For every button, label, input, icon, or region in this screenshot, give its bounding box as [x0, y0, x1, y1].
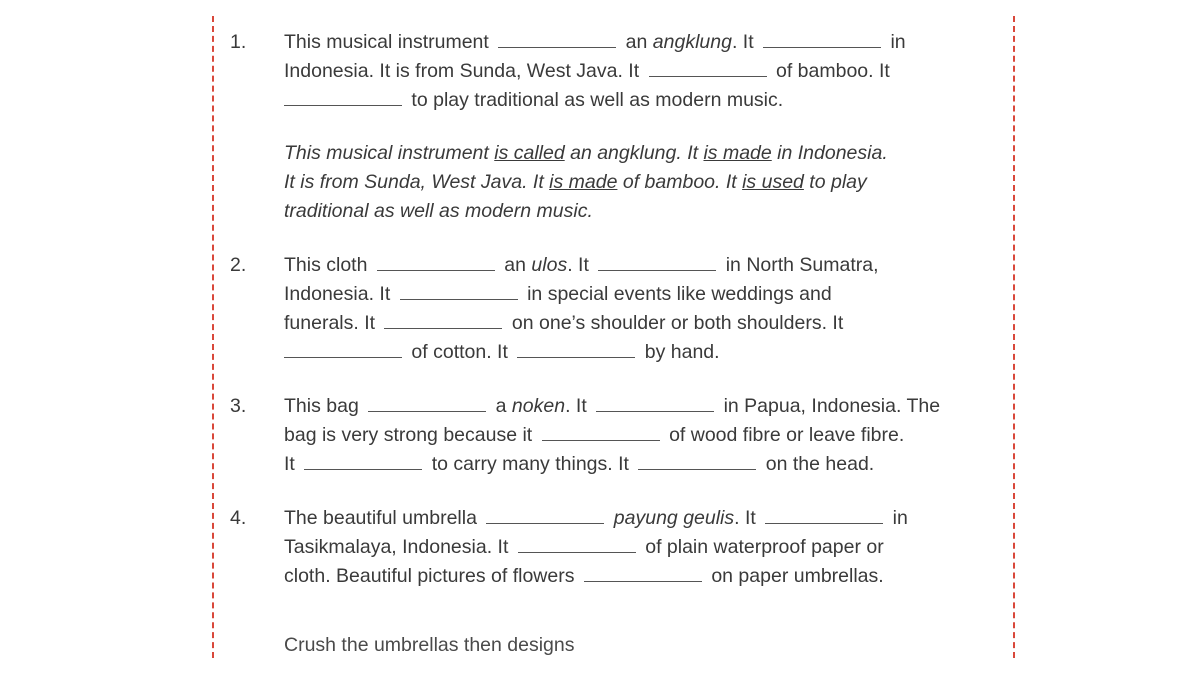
text-span: an — [504, 254, 526, 276]
blank-field[interactable] — [377, 269, 495, 271]
text-span: . It — [567, 254, 589, 276]
text-line — [284, 251, 984, 280]
text-line — [284, 338, 984, 367]
blank-field[interactable] — [284, 104, 402, 106]
answer-line — [284, 168, 1000, 197]
blank-field[interactable] — [486, 522, 604, 524]
text-line — [284, 562, 984, 591]
blank-field[interactable] — [400, 298, 518, 300]
text-span: on the head. — [765, 453, 875, 475]
blank-field[interactable] — [596, 410, 714, 412]
item-number: 3. — [230, 395, 247, 417]
text-span: The beautiful umbrella — [284, 507, 477, 529]
item-text — [284, 28, 984, 115]
text-span: of bamboo. It — [776, 60, 890, 82]
text-line — [284, 86, 984, 115]
text-span: in North Sumatra, — [725, 254, 879, 276]
blank-field[interactable] — [284, 356, 402, 358]
text-line — [284, 28, 984, 57]
item-number: 1. — [230, 31, 247, 53]
blank-field[interactable] — [518, 551, 636, 553]
example-answer — [284, 139, 1000, 226]
text-span: This musical instrument — [284, 142, 495, 164]
text-span: cloth. Beautiful pictures of flowers — [284, 565, 575, 587]
text-span: on one’s shoulder or both shoulders. It — [511, 312, 844, 334]
item-text — [284, 504, 984, 591]
exercise-item-2 — [230, 251, 1000, 367]
text-span: funerals. It — [284, 312, 376, 334]
text-span: This cloth — [284, 254, 368, 276]
text-line — [284, 533, 984, 562]
text-span: in — [892, 507, 908, 529]
text-span: an angklung. It — [564, 142, 704, 164]
blank-field[interactable] — [584, 580, 702, 582]
exercise-item-4 — [230, 504, 1000, 591]
italic-term: payung geulis — [613, 507, 735, 529]
text-span: traditional as well as modern music. — [284, 200, 593, 222]
item-number: 4. — [230, 507, 247, 529]
text-span: It — [284, 453, 295, 475]
text-span: . It — [565, 395, 587, 417]
italic-term: ulos — [531, 254, 568, 276]
text-line — [284, 504, 984, 533]
text-span: Indonesia. It is from Sunda, West Java. It — [284, 60, 640, 82]
text-span: . It — [734, 507, 756, 529]
text-span: of wood fibre or leave fibre. — [669, 424, 905, 446]
blank-field[interactable] — [765, 522, 883, 524]
text-line — [284, 309, 984, 338]
text-span: This musical instrument — [284, 31, 489, 53]
text-span: in Indonesia. — [771, 142, 888, 164]
blank-field[interactable] — [638, 468, 756, 470]
text-span: of plain waterproof paper or — [645, 536, 884, 558]
blank-field[interactable] — [498, 46, 616, 48]
text-line — [284, 392, 984, 421]
text-line — [284, 280, 984, 309]
underlined-answer: is made — [703, 142, 772, 164]
exercise-item-3 — [230, 392, 1000, 479]
blank-field[interactable] — [368, 410, 486, 412]
text-line — [284, 421, 984, 450]
underlined-answer: is called — [494, 142, 565, 164]
text-span: of bamboo. It — [617, 171, 743, 193]
text-span: . It — [731, 31, 754, 53]
text-span: in special events like weddings and — [527, 283, 832, 305]
item-number: 2. — [230, 254, 247, 276]
text-span: bag is very strong because it — [284, 424, 533, 446]
cut-off-text-line — [284, 634, 614, 660]
blank-field[interactable] — [304, 468, 422, 470]
left-dashed-border — [212, 16, 214, 658]
text-span: It is from Sunda, West Java. It — [284, 171, 550, 193]
text-span: to play — [803, 171, 867, 193]
text-span: Tasikmalaya, Indonesia. It — [284, 536, 509, 558]
text-span: on paper umbrellas. — [711, 565, 884, 587]
item-text — [284, 251, 984, 367]
right-dashed-border — [1013, 16, 1015, 658]
blank-field[interactable] — [517, 356, 635, 358]
text-span: of cotton. It — [411, 341, 508, 363]
underlined-answer: is used — [742, 171, 804, 193]
answer-line — [284, 197, 1000, 226]
text-span: to play traditional as well as modern music. — [411, 89, 784, 111]
italic-term: noken — [511, 395, 566, 417]
italic-term: angklung — [652, 31, 732, 53]
blank-field[interactable] — [542, 439, 660, 441]
worksheet — [230, 28, 1000, 591]
text-span: Indonesia. It — [284, 283, 391, 305]
text-span: an — [625, 31, 648, 53]
item-text — [284, 392, 984, 479]
blank-field[interactable] — [384, 327, 502, 329]
text-line — [284, 57, 984, 86]
blank-field[interactable] — [763, 46, 881, 48]
cut-off-text: Crush the umbrellas then designs — [284, 634, 575, 656]
text-span: to carry many things. It — [431, 453, 629, 475]
blank-field[interactable] — [598, 269, 716, 271]
answer-line — [284, 139, 1000, 168]
text-span: This bag — [284, 395, 359, 417]
underlined-answer: is made — [549, 171, 618, 193]
blank-field[interactable] — [649, 75, 767, 77]
text-span: by hand. — [644, 341, 720, 363]
text-span: in Papua, Indonesia. The — [723, 395, 941, 417]
text-line — [284, 450, 984, 479]
exercise-item-1 — [230, 28, 1000, 115]
text-span: a — [495, 395, 507, 417]
text-span: in — [890, 31, 906, 53]
